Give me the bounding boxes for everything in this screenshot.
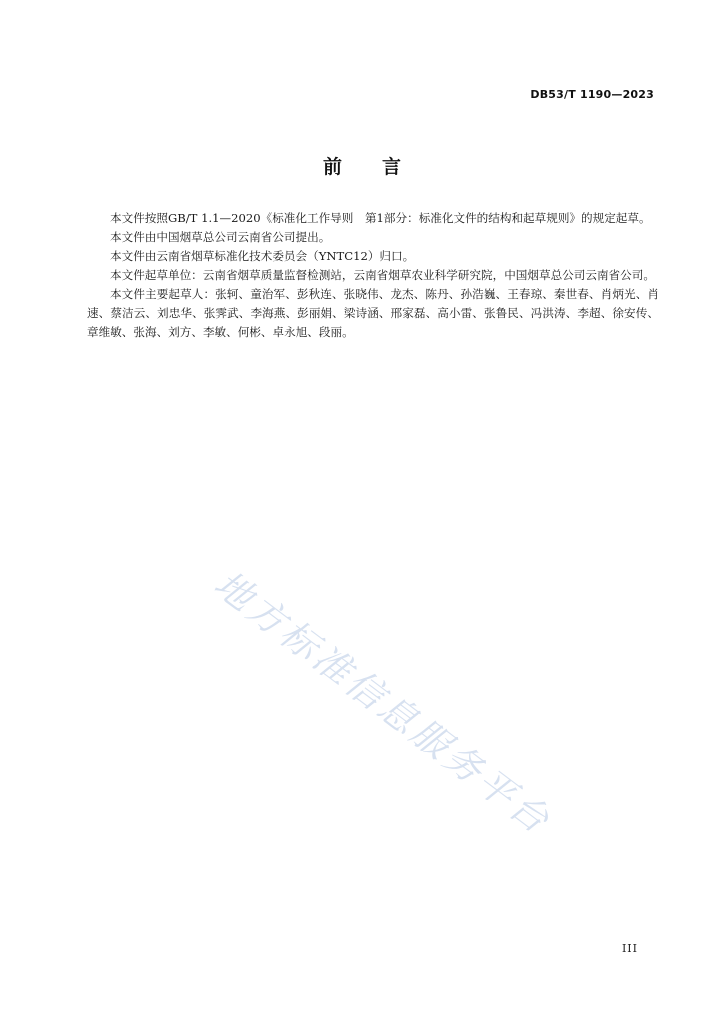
watermark: 地方标准信息服务平台 (206, 562, 560, 844)
document-body (87, 209, 659, 342)
paragraph-proposer: 本文件由中国烟草总公司云南省公司提出。 (110, 230, 331, 244)
document-number: DB53/T 1190—2023 (530, 88, 654, 101)
page-number: III (621, 942, 638, 955)
paragraph-technical-committee: 本文件由云南省烟草标准化技术委员会（YNTC12）归口。 (110, 249, 415, 263)
paragraph-drafting-rules: 本文件按照GB/T 1.1—2020《标准化工作导则 第1部分：标准化文件的结构和起草规则》的规定起草。 (110, 211, 651, 225)
page-title: 前言 (322, 156, 441, 178)
paragraph-drafters: 本文件主要起草人：张轲、童治军、彭秋连、张晓伟、龙杰、陈丹、孙浩巍、王春琼、秦世春、肖炳光、肖速、蔡洁云、刘忠华、张霁武、李海燕、彭丽娟、梁诗涵、邢家磊、高小雷、张鲁民、冯洪涛、李超、徐安传、章维敏、张海、刘方、李敏、何彬、卓永旭、段丽。 (87, 287, 659, 339)
paragraph-drafting-units: 本文件起草单位：云南省烟草质量监督检测站，云南省烟草农业科学研究院，中国烟草总公司云南省公司。 (110, 268, 655, 282)
